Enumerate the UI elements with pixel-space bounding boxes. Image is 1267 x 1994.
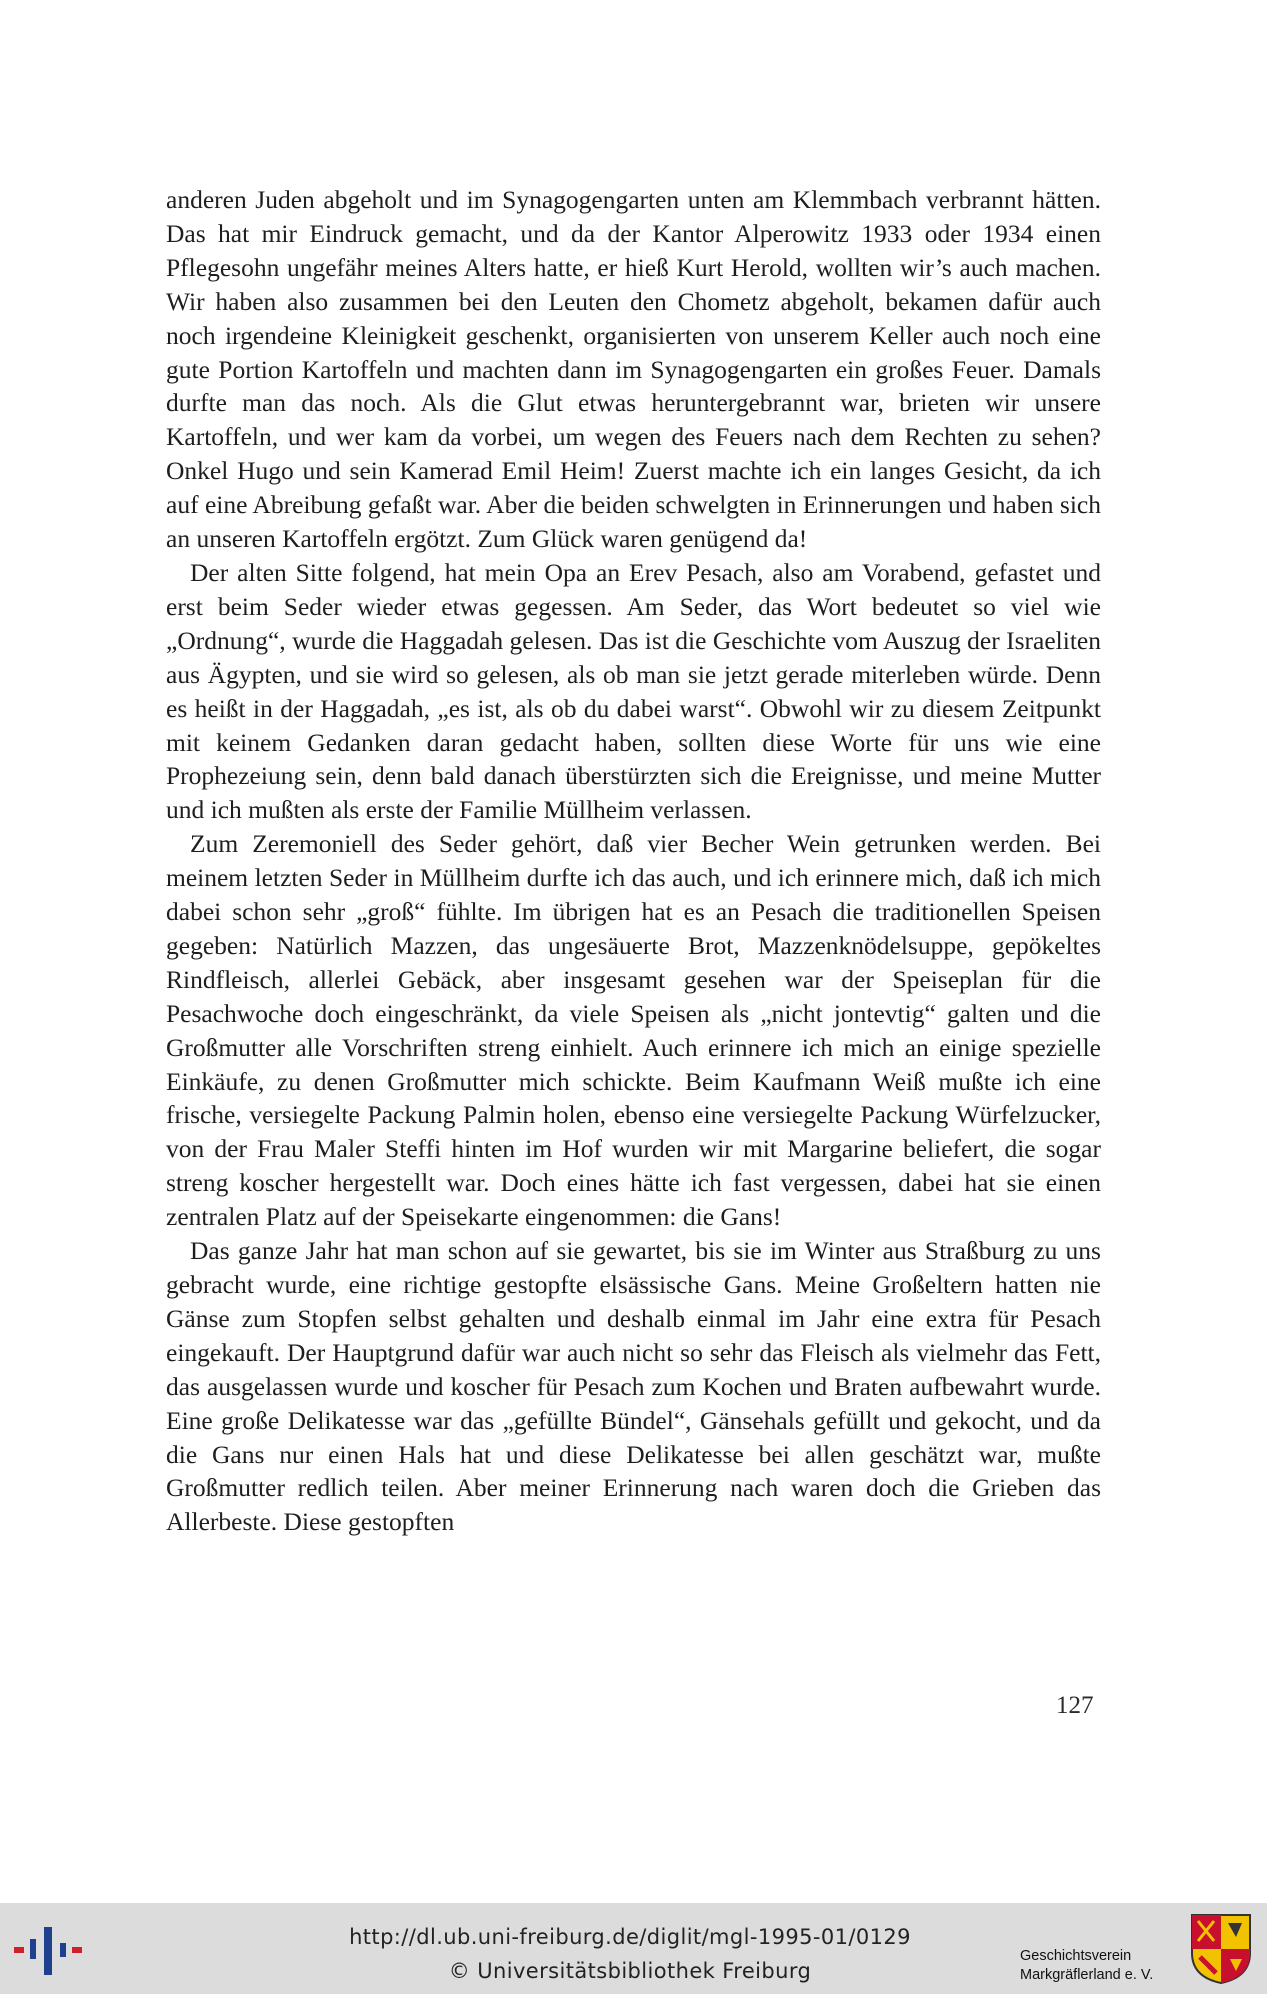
society-name-line2: Markgräflerland e. V. — [1020, 1967, 1154, 1983]
paragraph-4: Das ganze Jahr hat man schon auf sie gewartet, bis sie im Winter aus Straßburg zu uns gebracht wurde, eine richtige gestopfte elsässische Gans. Meine Großeltern hatten nie Gänse zum Stopfen selbst gehalten und deshalb einmal im Jahr eine extra für Pesach eingekauft. Der Hauptgrund dafür war auch nicht so sehr das Fleisch als vielmehr das Fett, das ausgelassen wurde und koscher für Pesach zum Kochen und Braten aufbewahrt wurde. Eine große Delikatesse war das „gefüllte Bündel“, Gänsehals gefüllt und gekocht, und da die Gans nur einen Hals hat und diese Delikatesse bei allen geschätzt war, mußte Großmutter redlich teilen. Aber meiner Erinnerung nach waren doch die Grieben das Allerbeste. Diese gestopften — [166, 1236, 1101, 1537]
footer-copyright: © Universitätsbibliothek Freiburg — [448, 1959, 812, 1983]
ub-freiburg-logo-icon[interactable] — [14, 1927, 82, 1975]
society-name — [1020, 1947, 1153, 1985]
viewer-footer — [0, 1903, 1267, 1994]
body-text — [166, 183, 1101, 1539]
paragraph-2: Der alten Sitte folgend, hat mein Opa an Erev Pesach, also am Vorabend, gefastet und erst beim Seder wieder etwas gegessen. Am Seder, das Wort bedeutet so viel wie „Ordnung“, wurde die Haggadah gelesen. Das ist die Geschichte vom Auszug der Israeliten aus Ägypten, und sie wird so gelesen, als ob man sie jetzt gerade miterleben würde. Denn es heißt in der Haggadah, „es ist, als ob du dabei warst“. Obwohl wir zu diesem Zeitpunkt mit keinem Gedanken daran gedacht haben, sollten diese Worte für uns wie eine Prophezeiung sein, denn bald danach überstürzten sich die Ereignisse, und meine Mutter und ich mußten als erste der Familie Müllheim verlassen. — [166, 557, 1101, 825]
footer-url-link[interactable]: http://dl.ub.uni-freiburg.de/diglit/mgl-1995-01/0129 — [349, 1925, 911, 1949]
coat-of-arms-icon — [1190, 1913, 1252, 1985]
page-number: 127 — [1056, 1692, 1094, 1719]
paragraph-3: Zum Zeremoniell des Seder gehört, daß vier Becher Wein getrunken werden. Bei meinem letzten Seder in Müllheim durfte ich das auch, und ich erinnere mich, daß ich mich dabei schon sehr „groß“ fühlte. Im übrigen hat es an Pesach die traditionellen Speisen gegeben: Natürlich Mazzen, das ungesäuerte Brot, Mazzenknödelsuppe, gepökeltes Rindfleisch, allerlei Gebäck, aber insgesamt gesehen war der Speiseplan für die Pesachwoche doch eingeschränkt, da viele Speisen als „nicht jontevtig“ galten und die Großmutter alle Vorschriften streng einhielt. Auch erinnere ich mich an einige spezielle Einkäufe, zu denen Großmutter mich schickte. Beim Kaufmann Weiß mußte ich eine frische, versiegelte Packung Palmin holen, ebenso eine versiegelte Packung Würfelzucker, von der Frau Maler Steffi hinten im Hof wurden wir mit Margarine beliefert, die sogar streng koscher hergestellt war. Doch eines hätte ich fast vergessen, dabei hat sie einen zentralen Platz auf der Speisekarte eingenommen: die Gans! — [166, 829, 1101, 1232]
society-name-line1: Geschichtsverein — [1020, 1948, 1132, 1964]
paragraph-1: anderen Juden abgeholt und im Synagogengarten unten am Klemmbach verbrannt hätten. Das hat mir Eindruck gemacht, und da der Kantor Alperowitz 1933 oder 1934 einen Pflegesohn ungefähr meines Alters hatte, er hieß Kurt Herold, wollten wir’s auch machen. Wir haben also zusammen bei den Leuten den Chometz abgeholt, bekamen dafür auch noch irgendeine Kleinigkeit geschenkt, organisierten von unserem Keller auch noch eine gute Portion Kartoffeln und machten dann im Synagogengarten ein großes Feuer. Damals durfte man das noch. Als die Glut etwas heruntergebrannt war, brieten wir unsere Kartoffeln, und wer kam da vorbei, um wegen des Feuers nach dem Rechten zu sehen? Onkel Hugo und sein Kamerad Emil Heim! Zuerst machte ich ein langes Gesicht, da ich auf eine Abreibung gefaßt war. Aber die beiden schwelgten in Erinnerungen und haben sich an unseren Kartoffeln ergötzt. Zum Glück waren genügend da! — [166, 185, 1101, 554]
